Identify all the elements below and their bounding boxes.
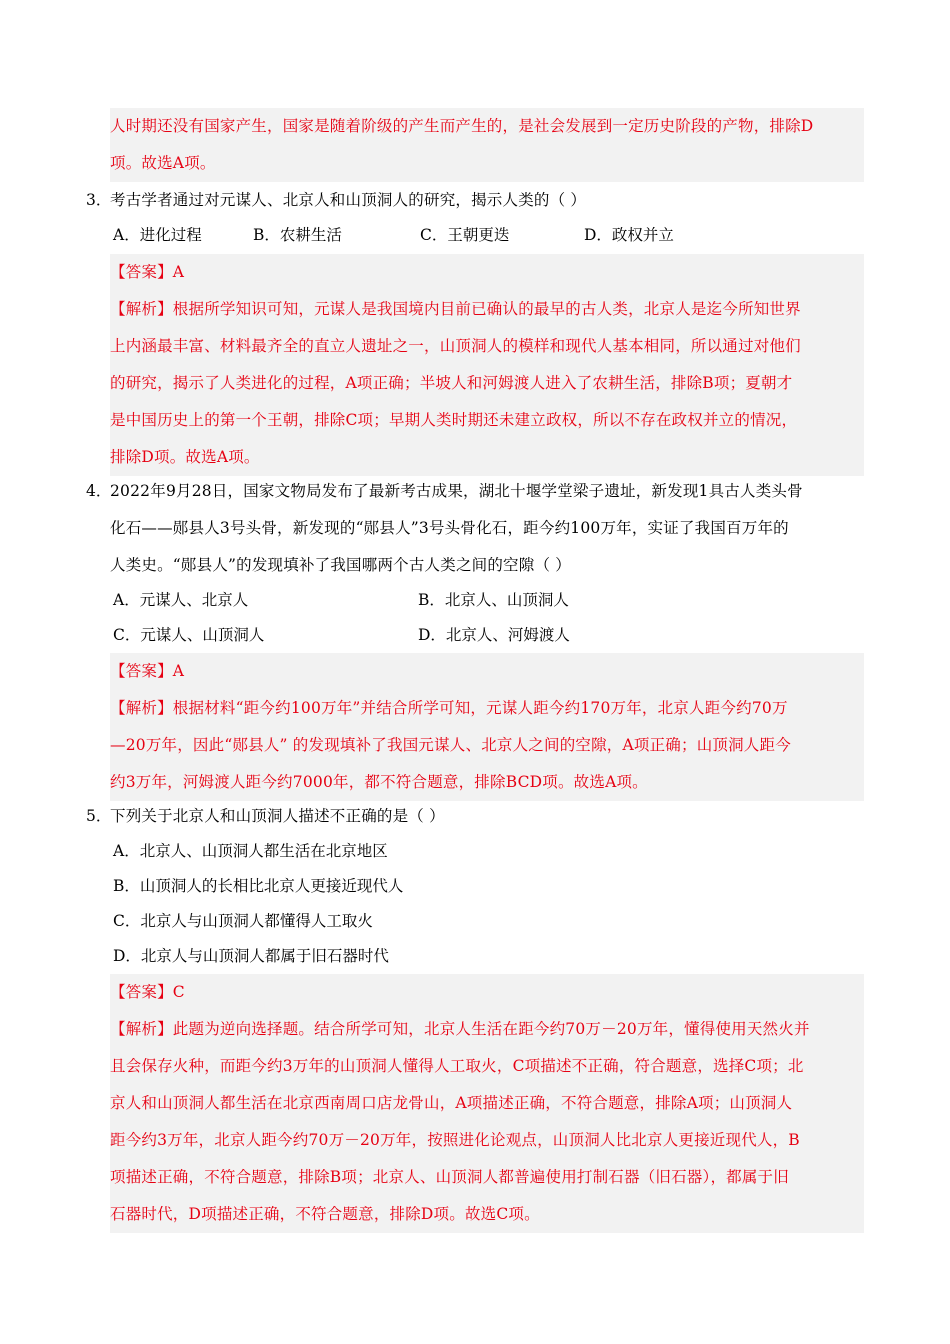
analysis-line: 是中国历史上的第一个王朝，排除C项；早期人类时期还未建立政权，所以不存在政权并立的情况，	[110, 411, 798, 429]
question-3-number: 3．	[86, 191, 112, 209]
question-5-option-d: D．北京人与山顶洞人都属于旧石器时代	[113, 947, 389, 965]
analysis-line: 排除D项。故选A项。	[110, 448, 260, 466]
question-5-stem	[110, 798, 864, 835]
analysis-line: 上内涵最丰富、材料最齐全的直立人遗址之一，山顶洞人的模样和现代人基本相同，所以通过对他们	[110, 337, 801, 355]
analysis-line: 人时期还没有国家产生，国家是随着阶级的产生而产生的，是社会发展到一定历史阶段的产物，排除D	[110, 117, 814, 135]
question-3-option-d: D．政权并立	[584, 226, 674, 244]
question-stem-line: 人类史。“郧县人”的发现填补了我国哪两个古人类之间的空隙（ ）	[110, 556, 571, 574]
question-4-answer-block	[110, 653, 864, 801]
question-stem-line: 考古学者通过对元谋人、北京人和山顶洞人的研究，揭示人类的（ ）	[110, 191, 587, 209]
analysis-line: 的研究，揭示了人类进化的过程，A项正确；半坡人和河姆渡人进入了农耕生活，排除B项；夏朝才	[110, 374, 793, 392]
question-5-number: 5．	[86, 807, 112, 825]
analysis-line: 且会保存火种，而距今约3万年的山顶洞人懂得人工取火，C项描述不正确，符合题意，选择C项；北	[110, 1057, 804, 1075]
question-stem-line: 2022年9月28日，国家文物局发布了最新考古成果，湖北十堰学堂梁子遗址，新发现1具古人类头骨	[110, 482, 803, 500]
analysis-line: —20万年，因此“郧县人” 的发现填补了我国元谋人、北京人之间的空隙，A项正确；山顶洞人距今	[110, 736, 791, 754]
answer-label: 【答案】A	[110, 263, 185, 281]
analysis-line: 【解析】此题为逆向选择题。结合所学可知，北京人生活在距今约70万－20万年，懂得使用天然火并	[110, 1020, 810, 1038]
analysis-line: 京人和山顶洞人都生活在北京西南周口店龙骨山，A项描述正确，不符合题意，排除A项；山顶洞人	[110, 1094, 793, 1112]
question-5-option-c: C．北京人与山顶洞人都懂得人工取火	[113, 912, 373, 930]
answer-label: 【答案】A	[110, 662, 185, 680]
question-stem-line: 化石——郧县人3号头骨，新发现的“郧县人”3号头骨化石，距今约100万年，实证了我国百万年的	[110, 519, 789, 537]
question-3-option-a: A．进化过程	[113, 226, 202, 244]
analysis-line: 【解析】根据所学知识可知，元谋人是我国境内目前已确认的最早的古人类，北京人是迄今所知世界	[110, 300, 801, 318]
question-4-option-c: C．元谋人、山顶洞人	[113, 626, 265, 644]
question-4-number: 4．	[86, 482, 112, 500]
question-3-option-c: C．王朝更迭	[420, 226, 510, 244]
analysis-line: 【解析】根据材料“距今约100万年”并结合所学可知，元谋人距今约170万年，北京人距今约70万	[110, 699, 788, 717]
question-5-option-a: A．北京人、山顶洞人都生活在北京地区	[113, 842, 388, 860]
analysis-line: 项描述正确，不符合题意，排除B项；北京人、山顶洞人都普遍使用打制石器（旧石器），都属于旧	[110, 1168, 789, 1186]
question-stem-line: 下列关于北京人和山顶洞人描述不正确的是（ ）	[110, 807, 445, 825]
question-4-option-d: D．北京人、河姆渡人	[418, 626, 570, 644]
analysis-continued	[110, 108, 864, 182]
question-3-answer-block	[110, 254, 864, 476]
question-4-option-a: A．元谋人、北京人	[113, 591, 249, 609]
question-5-answer-block	[110, 974, 864, 1233]
question-3-option-b: B．农耕生活	[253, 226, 342, 244]
analysis-line: 距今约3万年，北京人距今约70万－20万年，按照进化论观点，山顶洞人比北京人更接近现代人，B	[110, 1131, 800, 1149]
question-4-stem	[110, 473, 864, 584]
analysis-line: 石器时代，D项描述正确，不符合题意，排除D项。故选C项。	[110, 1205, 540, 1223]
question-4-option-b: B．北京人、山顶洞人	[418, 591, 569, 609]
analysis-line: 项。故选A项。	[110, 154, 216, 172]
analysis-line: 约3万年，河姆渡人距今约7000年，都不符合题意，排除BCD项。故选A项。	[110, 773, 648, 791]
question-3-stem	[110, 182, 864, 219]
answer-label: 【答案】C	[110, 983, 185, 1001]
question-5-option-b: B．山顶洞人的长相比北京人更接近现代人	[113, 877, 404, 895]
